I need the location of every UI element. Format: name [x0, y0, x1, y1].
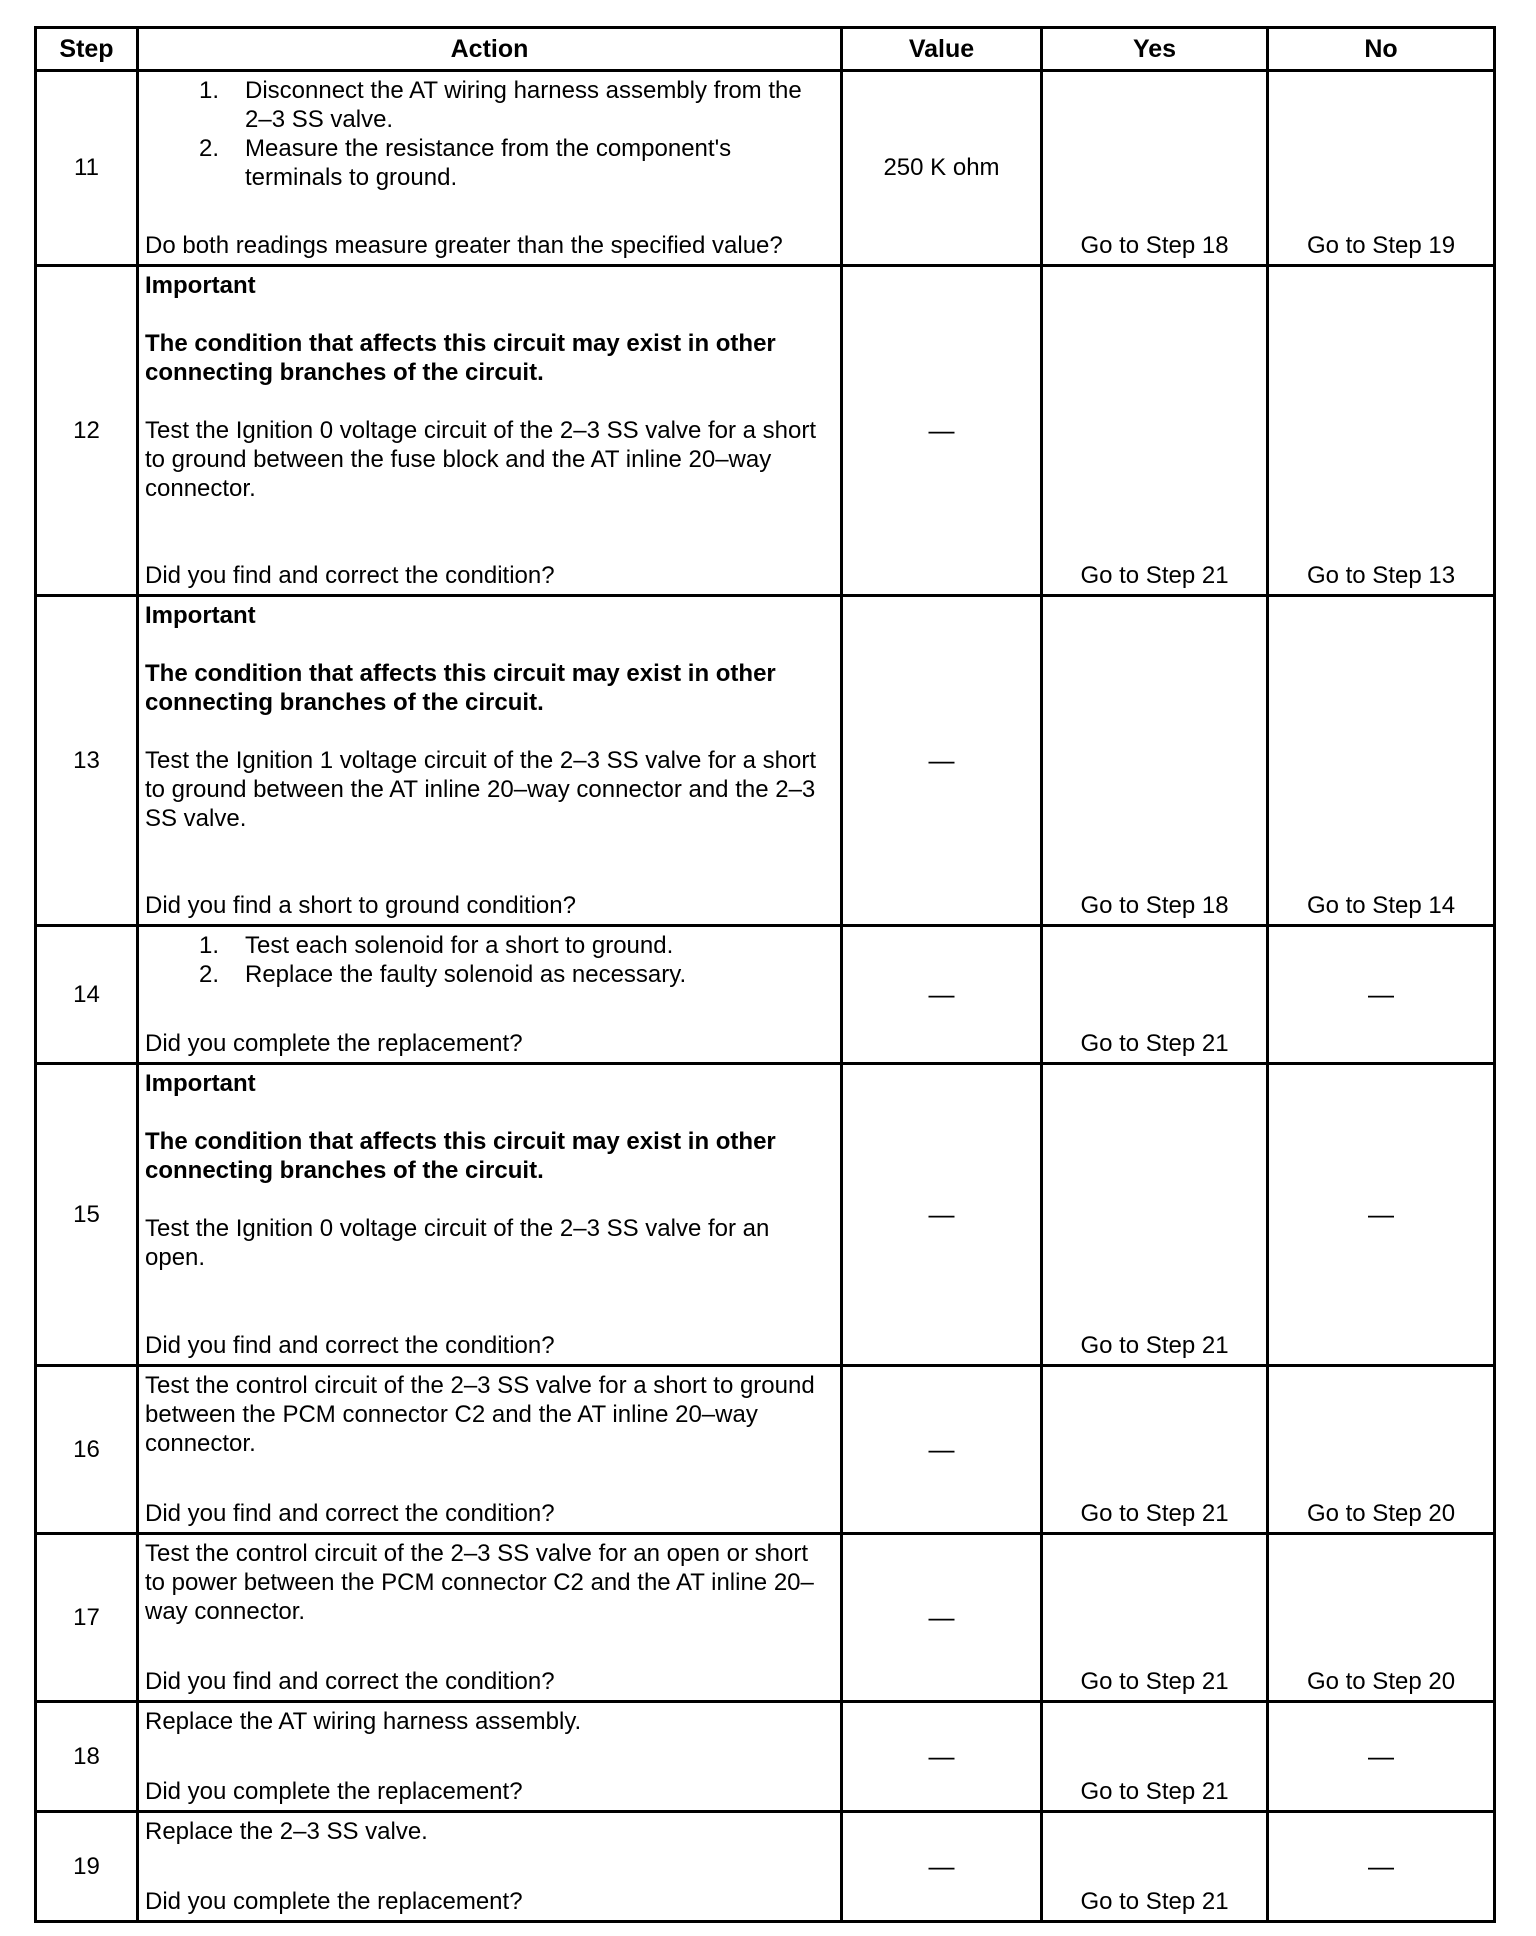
important-text: The condition that affects this circuit may exist in other connecting branches of the circuit.: [145, 330, 776, 386]
action-text: Test the Ignition 0 voltage circuit of the 2–3 SS valve for an open.: [145, 1215, 770, 1271]
yes-cell: Go to Step 21: [1042, 926, 1268, 1064]
value-cell: —: [842, 1366, 1042, 1534]
value-cell: —: [842, 1812, 1042, 1922]
table-row: [36, 71, 1495, 266]
value-cell: —: [842, 596, 1042, 926]
yes-cell: Go to Step 21: [1042, 1064, 1268, 1366]
step-number: 19: [36, 1812, 138, 1922]
step-number: 13: [36, 596, 138, 926]
action-text: Test the Ignition 0 voltage circuit of the 2–3 SS valve for a short to ground between the fuse block and the AT inline 20–way connector.: [145, 417, 817, 502]
action-cell: [138, 266, 842, 596]
action-question: Did you find and correct the condition?: [145, 1668, 555, 1695]
no-cell: Go to Step 20: [1268, 1366, 1495, 1534]
step-number: 12: [36, 266, 138, 596]
action-cell: [138, 1064, 842, 1366]
step-number: 17: [36, 1534, 138, 1702]
action-cell: [138, 1366, 842, 1534]
header-row: [36, 28, 1495, 71]
action-list: [145, 931, 834, 989]
action-question: Did you complete the replacement?: [145, 1778, 523, 1805]
header-no: No: [1268, 28, 1495, 71]
important-text: The condition that affects this circuit may exist in other connecting branches of the circuit.: [145, 660, 776, 716]
no-cell: Go to Step 20: [1268, 1534, 1495, 1702]
value-cell: 250 K ohm: [842, 71, 1042, 266]
action-question: Do both readings measure greater than the specified value?: [145, 232, 783, 259]
no-cell: —: [1268, 1064, 1495, 1366]
action-cell: [138, 71, 842, 266]
header-value: Value: [842, 28, 1042, 71]
list-item: 2. Replace the faulty solenoid as necessary.: [198, 961, 687, 988]
header-action: Action: [138, 28, 842, 71]
action-list: [145, 76, 834, 192]
table-row: [36, 596, 1495, 926]
yes-cell: Go to Step 21: [1042, 1702, 1268, 1812]
action-question: Did you find and correct the condition?: [145, 1500, 555, 1527]
action-question: Did you find and correct the condition?: [145, 1332, 555, 1359]
no-cell: Go to Step 14: [1268, 596, 1495, 926]
table-row: [36, 1366, 1495, 1534]
header-yes: Yes: [1042, 28, 1268, 71]
table-row: [36, 1702, 1495, 1812]
no-cell: —: [1268, 1812, 1495, 1922]
step-number: 16: [36, 1366, 138, 1534]
list-item: 2. Measure the resistance from the component's terminals to ground.: [198, 135, 732, 191]
action-question: Did you complete the replacement?: [145, 1030, 523, 1057]
table-row: [36, 266, 1495, 596]
table-row: [36, 1812, 1495, 1922]
value-cell: —: [842, 266, 1042, 596]
important-label: Important: [145, 602, 256, 629]
action-cell: [138, 1812, 842, 1922]
no-cell: Go to Step 13: [1268, 266, 1495, 596]
list-item: 1. Disconnect the AT wiring harness assembly from the 2–3 SS valve.: [198, 77, 802, 133]
important-text: The condition that affects this circuit may exist in other connecting branches of the circuit.: [145, 1128, 776, 1184]
action-question: Did you find and correct the condition?: [145, 562, 555, 589]
action-text: Replace the AT wiring harness assembly.: [145, 1708, 582, 1735]
step-number: 15: [36, 1064, 138, 1366]
important-label: Important: [145, 272, 256, 299]
action-cell: [138, 1534, 842, 1702]
no-cell: —: [1268, 926, 1495, 1064]
table-row: [36, 1534, 1495, 1702]
action-text: Replace the 2–3 SS valve.: [145, 1818, 428, 1845]
yes-cell: Go to Step 21: [1042, 1812, 1268, 1922]
header-step: Step: [36, 28, 138, 71]
table-row: [36, 926, 1495, 1064]
action-question: Did you find a short to ground condition?: [145, 892, 576, 919]
yes-cell: Go to Step 21: [1042, 1366, 1268, 1534]
action-text: Test the Ignition 1 voltage circuit of the 2–3 SS valve for a short to ground between the AT inline 20–way connector and the 2–3 SS valve.: [145, 747, 817, 832]
value-cell: —: [842, 1064, 1042, 1366]
value-cell: —: [842, 1702, 1042, 1812]
yes-cell: Go to Step 21: [1042, 1534, 1268, 1702]
list-item: 1. Test each solenoid for a short to ground.: [198, 932, 674, 959]
yes-cell: Go to Step 18: [1042, 596, 1268, 926]
action-cell: [138, 926, 842, 1064]
action-cell: [138, 596, 842, 926]
value-cell: —: [842, 1534, 1042, 1702]
important-label: Important: [145, 1070, 256, 1097]
action-question: Did you complete the replacement?: [145, 1888, 523, 1915]
table-row: [36, 1064, 1495, 1366]
step-number: 14: [36, 926, 138, 1064]
action-text: Test the control circuit of the 2–3 SS valve for a short to ground between the PCM connector C2 and the AT inline 20–way connector.: [145, 1372, 815, 1457]
value-cell: —: [842, 926, 1042, 1064]
action-text: Test the control circuit of the 2–3 SS valve for an open or short to power between the PCM connector C2 and the AT inline 20–way connector.: [145, 1540, 814, 1625]
yes-cell: Go to Step 21: [1042, 266, 1268, 596]
action-cell: [138, 1702, 842, 1812]
diagnostic-table: [34, 26, 1496, 1923]
yes-cell: Go to Step 18: [1042, 71, 1268, 266]
step-number: 11: [36, 71, 138, 266]
step-number: 18: [36, 1702, 138, 1812]
no-cell: —: [1268, 1702, 1495, 1812]
no-cell: Go to Step 19: [1268, 71, 1495, 266]
